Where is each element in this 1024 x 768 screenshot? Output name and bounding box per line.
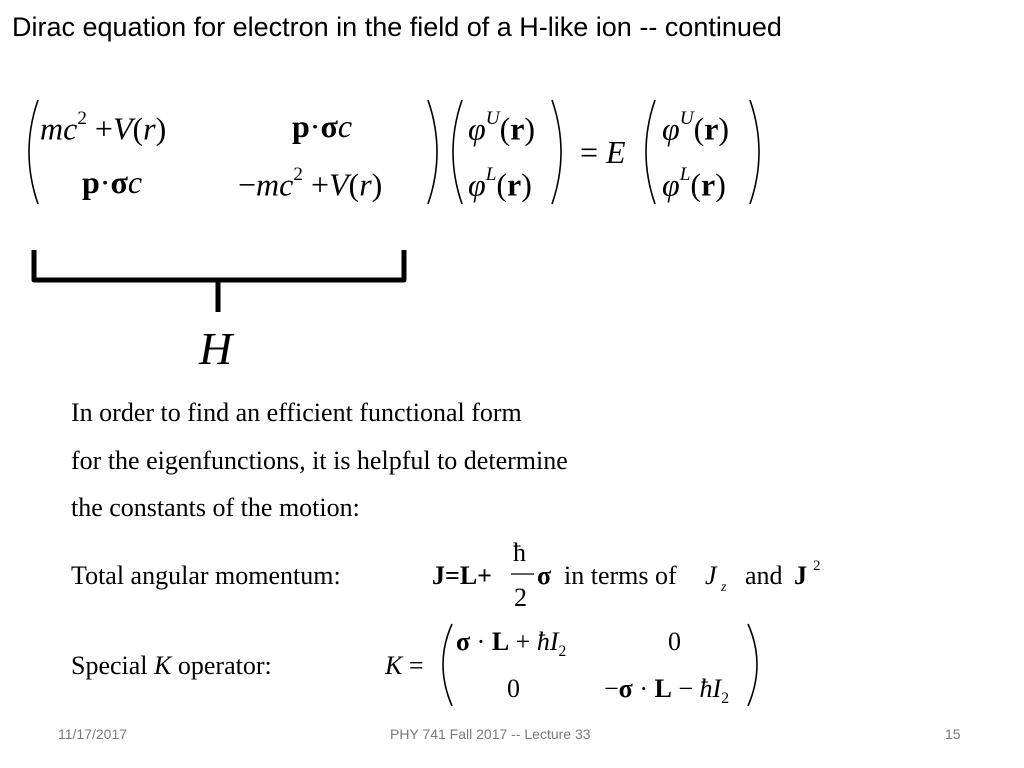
sigma-symbol: σ xyxy=(537,561,552,590)
rhs-left-paren xyxy=(646,100,655,204)
vector-entry-upper: $\varphi^U(r)$ xyxy=(468,108,536,147)
matrix-entry-11: $mc^2 +V(r)$ xyxy=(40,108,167,147)
special-k-label xyxy=(71,651,272,681)
j2-superscript: 2 xyxy=(813,558,821,574)
matrix-entry-12: p·σc xyxy=(292,108,353,144)
text-line-2: for the eigenfunctions, it is helpful to determine xyxy=(71,446,568,475)
matrix-left-paren xyxy=(29,100,38,204)
slide-title: Dirac equation for electron in the field of a H-like ion -- continued xyxy=(12,12,782,42)
k-matrix-entry-21: 0 xyxy=(507,674,520,703)
operator-word: operator: xyxy=(177,651,272,680)
matrix-right-paren xyxy=(428,100,437,204)
rhs-right-paren xyxy=(750,100,759,204)
vector-entry-lower: $\varphi^L(r)$ xyxy=(468,164,532,203)
text-line-1: In order to find an efficient functional form xyxy=(71,398,522,427)
k-matrix-entry-11: $\sigma \cdot L + ħI_2$ xyxy=(456,627,567,661)
j-formula-lhs: J=L+ xyxy=(432,561,492,590)
k-variable: K xyxy=(154,651,172,680)
k-matrix-left-paren xyxy=(443,624,452,706)
total-angular-label: Total angular momentum: xyxy=(71,561,341,590)
k-matrix-right-paren xyxy=(748,624,757,706)
fraction-denominator: 2 xyxy=(514,583,527,612)
underbrace xyxy=(34,250,404,312)
k-matrix-entry-22: $-\sigma \cdot L - ħI_2$ xyxy=(604,674,729,708)
j2-symbol: J xyxy=(794,561,807,590)
jz-symbol: J xyxy=(705,561,717,590)
k-equals: K = xyxy=(385,651,424,680)
k-matrix-entry-12: 0 xyxy=(668,627,681,656)
text-line-3: the constants of the motion: xyxy=(71,493,360,522)
footer-date: 11/17/2017 xyxy=(58,726,128,742)
equals-energy: = E xyxy=(580,134,626,170)
special-word: Special xyxy=(71,651,148,680)
matrix-entry-21: p·σc xyxy=(82,164,143,200)
rhs-vector-lower: $\varphi^L(r)$ xyxy=(662,164,726,203)
matrix-entry-22: $-mc^2 +V(r)$ xyxy=(238,164,383,203)
jz-subscript: z xyxy=(721,580,727,595)
rhs-vector-upper: $\varphi^U(r)$ xyxy=(662,108,730,147)
footer-page-number: 15 xyxy=(945,726,961,742)
fraction-numerator: ħ xyxy=(513,538,526,567)
and-text: and xyxy=(745,561,783,590)
in-terms-of-text: in terms of xyxy=(564,561,677,590)
hamiltonian-label: H xyxy=(199,323,233,374)
footer-course: PHY 741 Fall 2017 -- Lecture 33 xyxy=(390,726,591,742)
vector-left-paren xyxy=(453,100,462,204)
vector-right-paren xyxy=(552,100,561,204)
